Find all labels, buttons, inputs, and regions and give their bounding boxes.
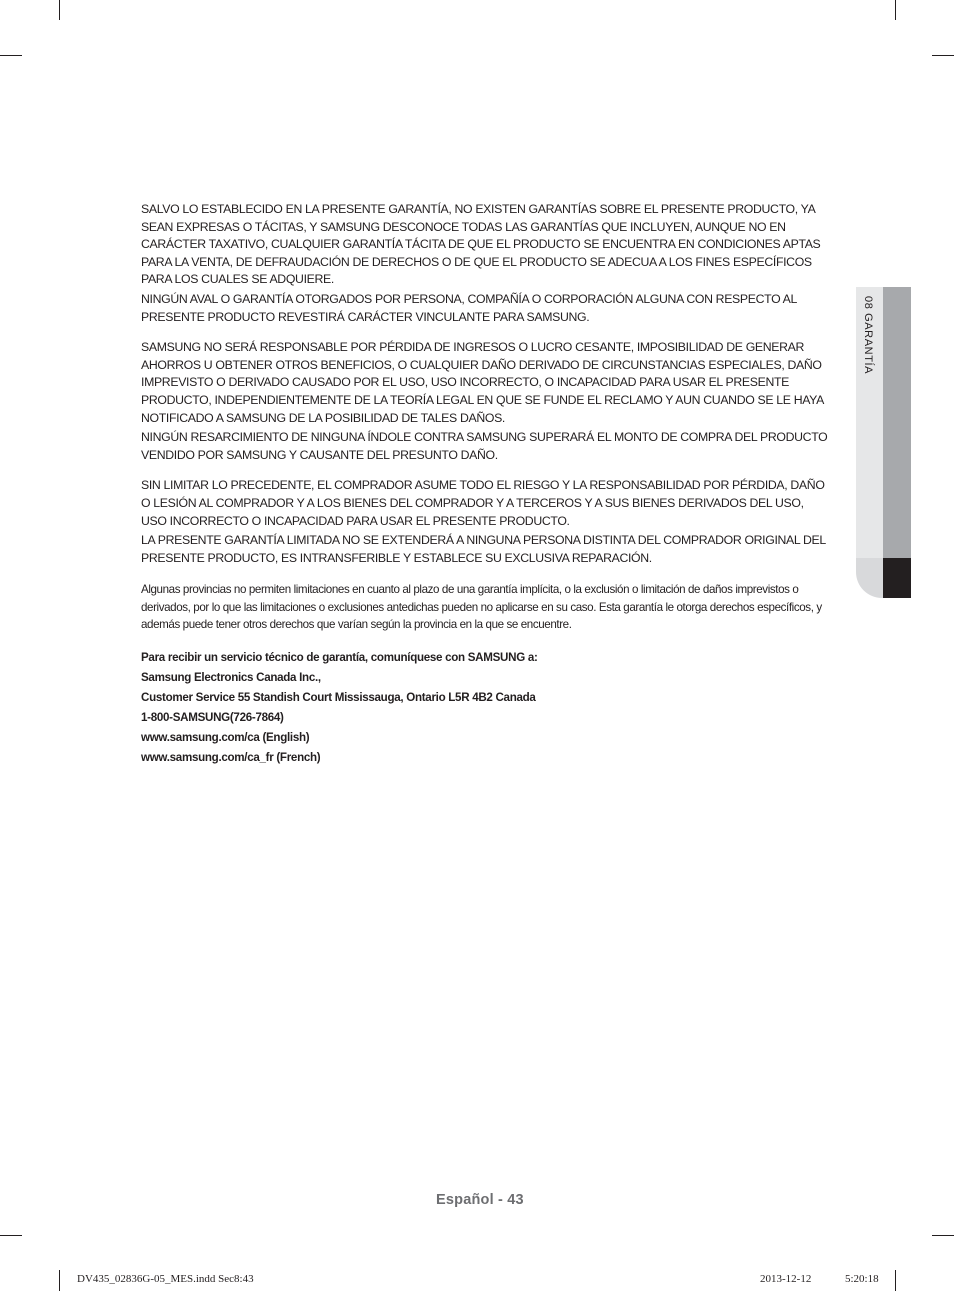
crop-mark bbox=[895, 0, 896, 20]
crop-mark bbox=[932, 1235, 954, 1236]
paragraph: SALVO LO ESTABLECIDO EN LA PRESENTE GARANTÍA, NO EXISTEN GARANTÍAS SOBRE EL PRESENTE PRODUCTO, YA SEAN EXPRESAS O TÁCITAS, Y SAMSUNG DESCONOCE TODAS LAS GARANTÍAS QUE INCLUYEN, AUNQUE NO EN CARÁCTER TAXATIVO, CUALQUIER GARANTÍA TÁCITA DE QUE EL PRODUCTO SE ENCUENTRA EN CONDICIONES APTAS PARA LA VENTA, DE DEFRAUDACIÓN DE DERECHOS O DE QUE EL PRODUCTO SE ADECUA A LOS FINES ESPECÍFICOS PARA LOS CUALES SE ADQUIERE. bbox=[141, 202, 821, 287]
footer-time: 5:20:18 bbox=[845, 1273, 879, 1285]
crop-mark bbox=[0, 1235, 22, 1236]
paragraph: SIN LIMITAR LO PRECEDENTE, EL COMPRADOR ASUME TODO EL RIESGO Y LA RESPONSABILIDAD POR PÉRDIDA, DAÑO O LESIÓN AL COMPRADOR Y A LOS BIENES DEL COMPRADOR Y A TERCEROS Y A SUS BIENES DERIVADOS DEL USO, USO INCORRECTO O INCAPACIDAD PARA USAR EL PRESENTE PRODUCTO. bbox=[141, 478, 825, 528]
contact-address: Customer Service 55 Standish Court Mississauga, Ontario L5R 4B2 Canada bbox=[141, 691, 536, 705]
paragraph: LA PRESENTE GARANTÍA LIMITADA NO SE EXTENDERÁ A NINGUNA PERSONA DISTINTA DEL COMPRADOR ORIGINAL DEL PRESENTE PRODUCTO, ES INTRANSFERIBLE Y ESTABLECE SU EXCLUSIVA REPARACIÓN. bbox=[141, 533, 826, 565]
crop-mark bbox=[895, 1270, 896, 1291]
page-number: Español - 43 bbox=[436, 1192, 524, 1208]
crop-mark bbox=[59, 0, 60, 20]
warranty-text bbox=[141, 201, 831, 768]
footer-file: DV435_02836G-05_MES.indd Sec8:43 bbox=[77, 1273, 254, 1285]
crop-mark bbox=[0, 55, 22, 56]
paragraph: SAMSUNG NO SERÁ RESPONSABLE POR PÉRDIDA DE INGRESOS O LUCRO CESANTE, IMPOSIBILIDAD DE GENERAR AHORROS U OBTENER OTROS BENEFICIOS, O CUALQUIER DAÑO DERIVADO DE CIRCUNSTANCIAS ESPECIALES, DAÑO IMPREVISTO O DERIVADO CAUSADO POR EL USO, USO INCORRECTO, O INCAPACIDAD PARA USAR EL PRESENTE PRODUCTO, INDEPENDIENTEMENTE DE LA TEORÍA LEGAL EN QUE SE FUNDE EL RECLAMO Y AUN CUANDO SE LE HAYA NOTIFICADO A SAMSUNG DE LA POSIBILIDAD DE TALES DAÑOS. bbox=[141, 340, 824, 425]
contact-phone: 1-800-SAMSUNG(726-7864) bbox=[141, 711, 284, 725]
paragraph: NINGÚN AVAL O GARANTÍA OTORGADOS POR PERSONA, COMPAÑÍA O CORPORACIÓN ALGUNA CON RESPECTO AL PRESENTE PRODUCTO REVESTIRÁ CARÁCTER VINCULANTE PARA SAMSUNG. bbox=[141, 291, 797, 324]
paragraph: NINGÚN RESARCIMIENTO DE NINGUNA ÍNDOLE CONTRA SAMSUNG SUPERARÁ EL MONTO DE COMPRA DEL PRODUCTO VENDIDO POR SAMSUNG Y CAUSANTE DEL PRESUNTO DAÑO. bbox=[141, 430, 828, 462]
contact-block bbox=[141, 648, 831, 768]
footer-date: 2013-12-12 bbox=[760, 1273, 812, 1285]
crop-mark bbox=[59, 1270, 60, 1291]
contact-web-french[interactable]: www.samsung.com/ca_fr (French) bbox=[141, 751, 321, 765]
paragraph: Algunas provincias no permiten limitaciones en cuanto al plazo de una garantía implícita, o la exclusión o limitación de daños imprevistos o derivados, por lo que las limitaciones o exclusiones antedichas pueden no aplicarse en su caso. Esta garantía le otorga derechos específicos, y además puede tener otros derechos que varían según la provincia en la que se encuentre. bbox=[141, 583, 822, 632]
contact-intro: Para recibir un servicio técnico de garantía, comuníquese con SAMSUNG a: bbox=[141, 651, 538, 665]
section-tab-label: 08 GARANTÍA bbox=[862, 296, 874, 375]
contact-company: Samsung Electronics Canada Inc., bbox=[141, 671, 321, 685]
contact-web-english[interactable]: www.samsung.com/ca (English) bbox=[141, 731, 310, 745]
crop-mark bbox=[932, 55, 954, 56]
